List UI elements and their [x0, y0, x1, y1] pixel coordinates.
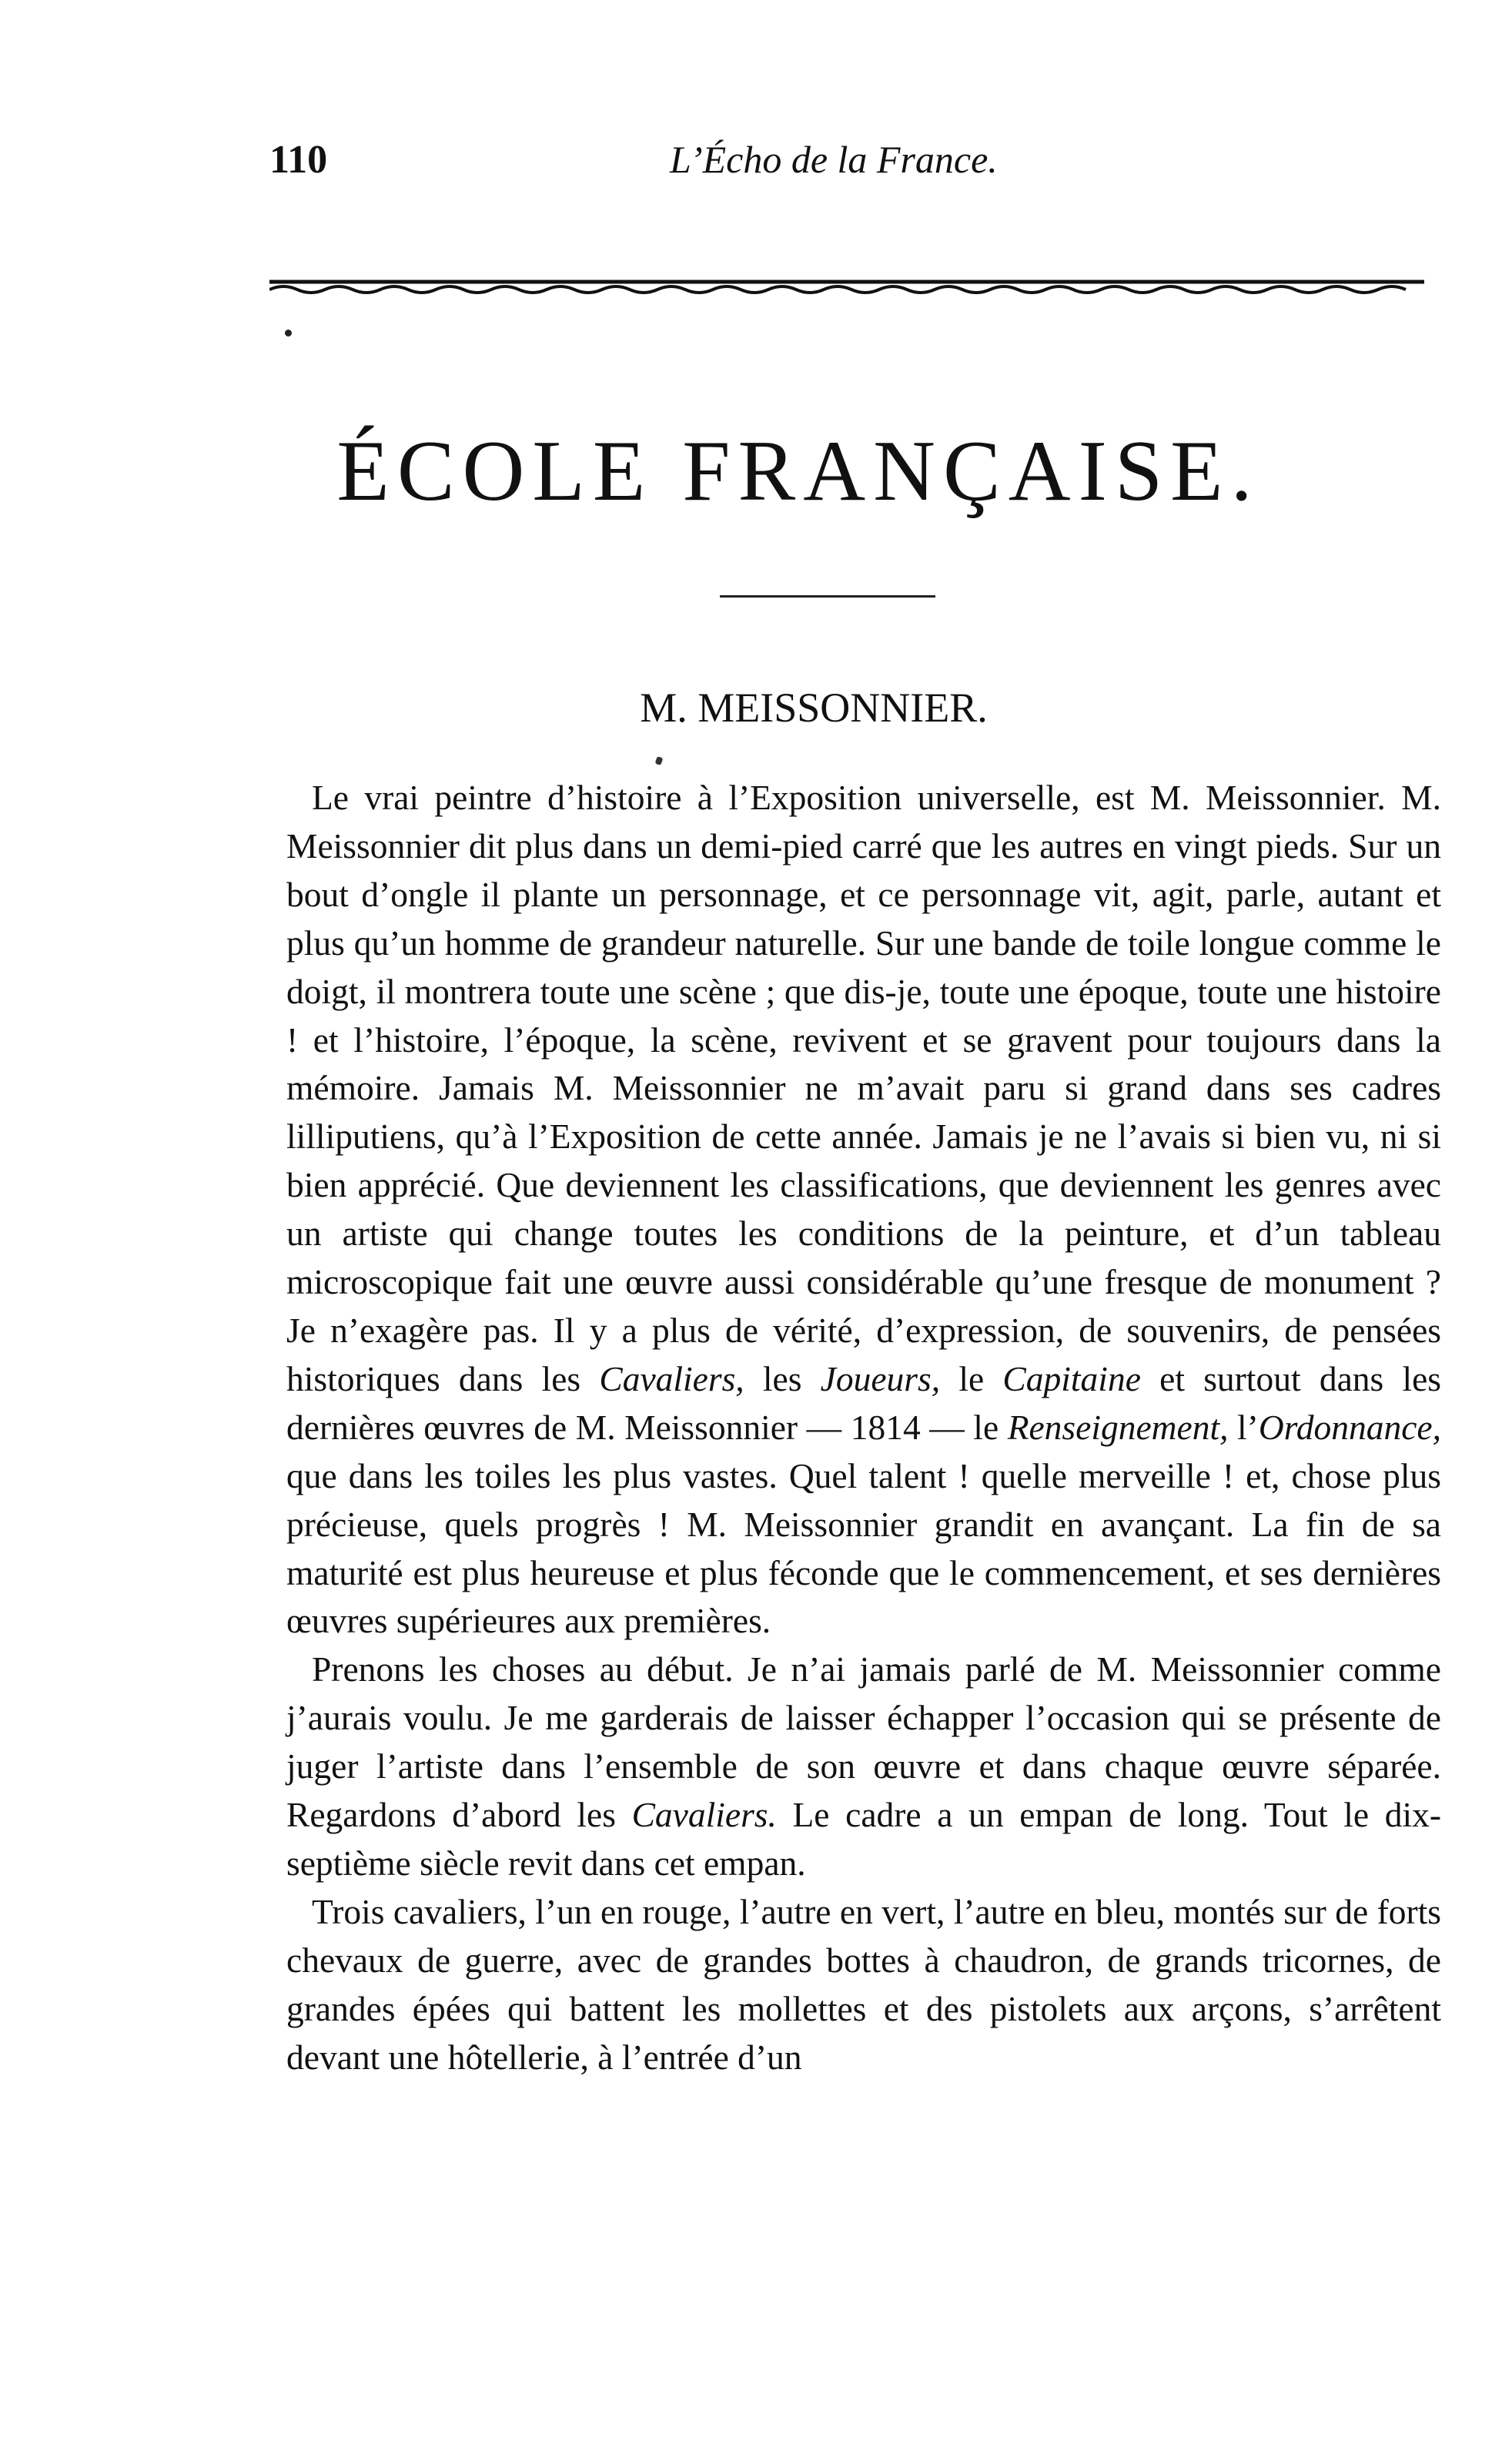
- italic-title: Cavaliers,: [599, 1358, 744, 1398]
- text-run: le: [940, 1358, 1003, 1398]
- running-title: L’Écho de la France.: [670, 138, 998, 181]
- text-run: que dans les toiles les plus vastes. Quel talent ! quelle merveille ! et, chose plus précieuse, quels progrès ! M. Meissonnier grandit en avançant. La fin de sa maturité est plus heureuse et plus féconde que le commencement, et ses dernières œuvres supérieures aux premières.: [286, 1455, 1441, 1641]
- text-run: Prenons les choses au début. Je n’ai jamais parlé de M. Meissonnier comme j’aurais voulu. Je me garderais de laisser échapper l’occasion qui se présente de juger l’artiste dans l’ensemble de son œuvre et dans chaque œuvre séparée. Regardons d’abord les: [286, 1649, 1441, 1835]
- page-number: 110: [269, 138, 328, 182]
- text-run: Le vrai peintre d’histoire à l’Exposition universelle, est M. Meissonnier. M. Meissonnier dit plus dans un demi-pied carré que les autres en vingt pieds. Sur un bout d’ongle il plante un personnage, et ce personnage vit, agit, parle, autant et plus qu’un homme de grandeur naturelle. Sur une bande de toile longue comme le doigt, il montrera toute une scène ; que dis-je, toute une époque, toute une histoire ! et l’histoire, l’époque, la scène, revivent et se gravent pour toujours dans la mémoire. Jamais M. Meissonnier ne m’avait paru si grand dans ses cadres lilliputiens, qu’à l’Exposition de cette année. Jamais je ne l’avais si bien vu, ni si bien apprécié. Que deviennent les classifications, que deviennent les genres avec un artiste qui change toutes les conditions de la peinture, et d’un tableau microscopique fait une œuvre aussi considérable qu’une fresque de monument ? Je n’exagère pas. Il y a plus de vérité, d’expression, de souvenirs, de pensées historiques dans les: [286, 778, 1441, 1398]
- italic-title: Joueurs,: [820, 1358, 941, 1398]
- paragraph-1: [286, 774, 1441, 1646]
- ornament-dot: [285, 330, 292, 337]
- text-run: les: [744, 1358, 821, 1398]
- page-header: [269, 137, 1347, 199]
- title-divider: [720, 595, 935, 598]
- italic-title: Ordonnance,: [1258, 1407, 1441, 1447]
- ornamental-rule: [269, 277, 1424, 300]
- italic-title: Renseignement,: [1007, 1407, 1229, 1447]
- article-body: [286, 774, 1441, 2081]
- text-run: et surtout dans les dernières œuvres de M. Meissonnier — 1814 — le: [286, 1358, 1441, 1447]
- section-subtitle: M. MEISSONNIER.: [640, 685, 988, 731]
- text-run: Trois cavaliers, l’un en rouge, l’autre en vert, l’autre en bleu, montés sur de forts chevaux de guerre, avec de grandes bottes à chaudron, de grands tricornes, de grandes épées qui battent les mollettes et des pistolets aux arçons, s’arrêtent devant une hôtellerie, à l’entrée d’un: [286, 1891, 1441, 2077]
- paragraph-2: [286, 1646, 1441, 1888]
- paragraph-3: [286, 1888, 1441, 2082]
- text-run: l’: [1228, 1407, 1259, 1447]
- print-speck: [655, 756, 664, 765]
- italic-title: Cavaliers.: [631, 1795, 777, 1835]
- chapter-title: ÉCOLE FRANÇAISE.: [336, 424, 1260, 519]
- text-run: Le cadre a un empan de long. Tout le dix-septième siècle revit dans cet empan.: [286, 1795, 1441, 1883]
- italic-title: Capitaine: [1002, 1358, 1141, 1398]
